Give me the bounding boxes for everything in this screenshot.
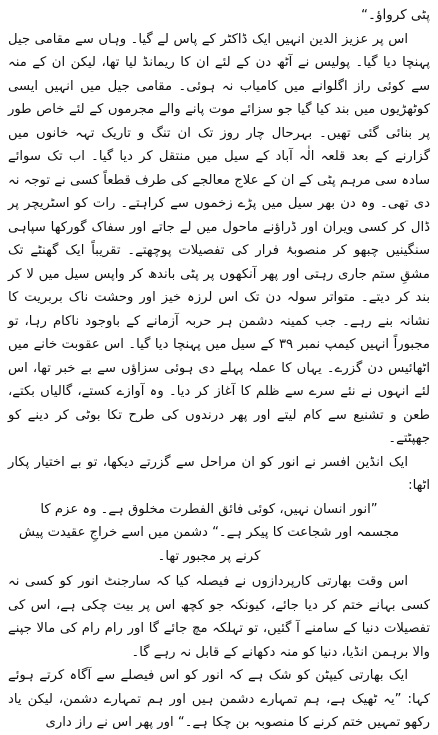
paragraph-3: اس وقت بھارتی کارپردازوں نے فیصلہ کیا کہ سارجنٹ انور کو کسی نہ کسی بہانے ختم کر دیا جائے، کیونکہ جو کچھ اس پر بیت چکی ہے، اس کی تفصیلات دنیا کے سامنے آ گئیں، تو تہلکہ مچ جائے گا اور رام رام کی مالا جپنے والا برہمن انڈیا، دنیا کو منہ دکھانے کے قابل نہ رہے گا۔ xyxy=(8,574,430,660)
officer-quote: ”انور انسان نہیں، کوئی فائق الفطرت مخلوق ہے۔ وہ عزم کا مجسمہ اور شجاعت کا پیکر ہے۔“ دشمن میں اسے خراجِ عقیدت پیش کرنے پر مجبور تھا۔ xyxy=(18,501,400,564)
paragraph-1: اس پر عزیز الدین انہیں ایک ڈاکٹر کے پاس لے گیا۔ وہاں سے مقامی جیل پہنچا دیا گیا۔ پولیس نے آٹھ دن کے لئے ان کا ریمانڈ لیا تھا، لیکن ان کے منہ سے کوئی راز اگلوانے میں کامیاب نہ ہوئی۔ مقامی جیل میں انہیں ایسی کوٹھڑیوں میں بند کیا گیا جو سزائے موت پانے والے مجرموں کے لئے خاص طور پر بنائی گئی تھیں۔ بہرحال چار روز تک ان تنگ و تاریک تہہ خانوں میں گزارنے کے بعد قلعہ الٰہ آباد کے سیل میں منتقل کر دیا گیا۔ اب تک سوائے سادہ سی مرہم پٹی کے ان کے علاج معالجے کی طرف قطعاً کسی نے توجہ نہ دی تھی۔ وہ دن بھر سیل میں پڑے زخموں سے کراہتے۔ رات کو اسٹریچر پر ڈال کر کسی ویران اور ڈراؤنے ماحول میں لے جاتے اور سفاک گورکھا سپاہی سنگینیں چبھو کر منصوبۂ فرار کی تفصیلات پوچھتے۔ تقریباً ایک گھنٹے تک مشقِ ستم جاری رہتی اور پھر آنکھوں پر پٹی باندھ کر واپس سیل میں لا کر بند کر دیتے۔ متواتر سولہ دن تک اس لرزہ خیز اور وحشت ناک بربریت کا نشانہ بنے رہے۔ جب کمینہ دشمن ہر حربہ آزمانے کے باوجود ناکام رہا، تو مجبوراً انہیں کیمپ نمبر ۳۹ کے سیل میں پہنچا دیا گیا۔ اس عقوبت خانے میں اٹھائیس دن گزرے۔ یہاں کا عملہ پہلے دی ہوئی سزاؤں سے بے خبر تھا، اس لئے انہوں نے نئے سرے سے ظلم کا آغاز کر دیا۔ وہ آوازے کستے، گالیاں بکتے، طعن و تشنیع سے کام لیتے اور پھر درندوں کی طرح تکا بوٹی کر دینے کو جھپٹتے۔ xyxy=(8,31,430,446)
article-heading: پٹی کرواؤ۔“ xyxy=(361,7,430,23)
paragraph-4: ایک بھارتی کیپٹن کو شک ہے کہ انور کو اس فیصلے سے آگاہ کرتے ہوئے کہا: ”یہ ٹھیک ہے، ہم تمہارے دشمن ہیں اور ہم تمہارے دشمن، لیکن یاد رکھو تمہیں ختم کرنے کا منصوبہ بن چکا ہے۔“ اور پھر اس نے راز داری xyxy=(8,668,430,730)
paragraph-2: ایک انڈین افسر نے انور کو ان مراحل سے گزرتے دیکھا، تو بے اختیار پکار اٹھا: xyxy=(8,454,430,493)
